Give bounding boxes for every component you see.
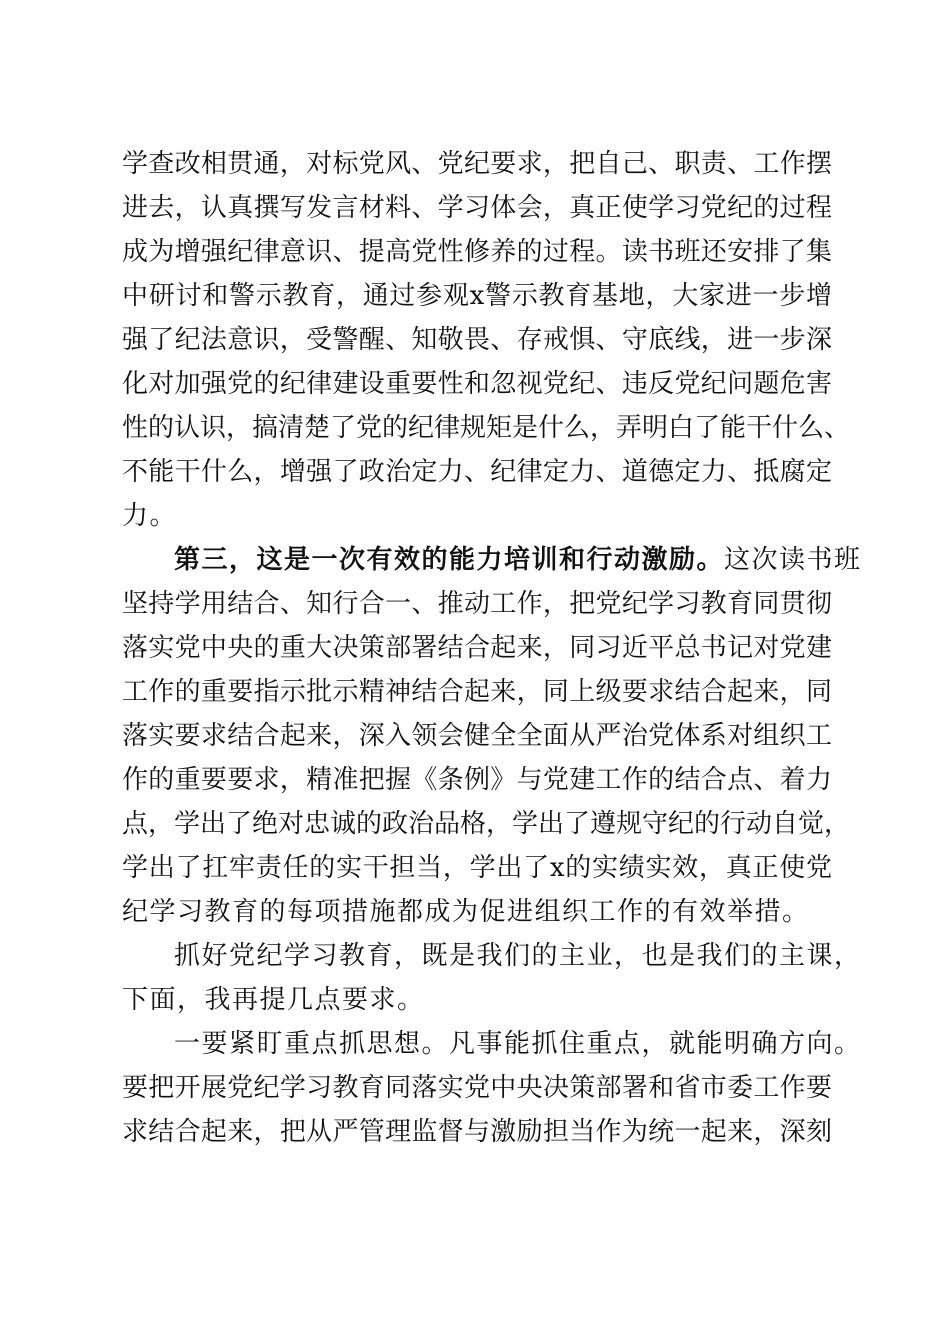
text-line: 一要紧盯重点抓思想。凡事能抓住重点，就能明确方向。 [174, 1029, 862, 1059]
text-line: 学出了扛牢责任的实干担当，学出了x的实绩实效，真正使党 [122, 853, 832, 883]
text-line: 进去，认真撰写发言材料、学习体会，真正使学习党纪的过程 [122, 193, 832, 223]
text-line: 不能干什么，增强了政治定力、纪律定力、道德定力、抵腐定 [122, 457, 832, 487]
text-line: 抓好党纪学习教育，既是我们的主业，也是我们的主课， [174, 941, 862, 971]
text-line: 化对加强党的纪律建设重要性和忽视党纪、违反党纪问题危害 [122, 369, 832, 399]
text-run: 这次读书班 [724, 545, 862, 575]
text-line: 坚持学用结合、知行合一、推动工作，把党纪学习教育同贯彻 [122, 589, 832, 619]
text-line: 落实党中央的重大决策部署结合起来，同习近平总书记对党建 [122, 633, 832, 663]
text-line: 成为增强纪律意识、提高党性修养的过程。读书班还安排了集 [122, 237, 832, 267]
text-line [122, 538, 862, 582]
text-line: 工作的重要指示批示精神结合起来，同上级要求结合起来，同 [122, 677, 832, 707]
text-line: 点，学出了绝对忠诚的政治品格，学出了遵规守纪的行动自觉， [122, 809, 851, 839]
paragraph-4 [122, 1022, 862, 1154]
text-line: 纪学习教育的每项措施都成为促进组织工作的有效举措。 [122, 897, 810, 927]
text-line: 下面，我再提几点要求。 [122, 985, 425, 1015]
text-line: 作的重要要求，精准把握《条例》与党建工作的结合点、着力 [122, 765, 832, 795]
document-body [122, 142, 862, 1154]
text-line: 性的认识，搞清楚了党的纪律规矩是什么，弄明白了能干什么、 [122, 413, 851, 443]
paragraph-2 [122, 538, 862, 934]
text-line: 求结合起来，把从严管理监督与激励担当作为统一起来，深刻 [122, 1117, 832, 1147]
text-line: 学查改相贯通，对标党风、党纪要求，把自己、职责、工作摆 [122, 149, 832, 179]
paragraph-1 [122, 142, 851, 538]
text-line: 中研讨和警示教育，通过参观x警示教育基地，大家进一步增 [122, 281, 832, 311]
text-line: 落实要求结合起来，深入领会健全全面从严治党体系对组织工 [122, 721, 832, 751]
section-heading: 第三，这是一次有效的能力培训和行动激励。 [174, 545, 725, 575]
text-line: 力。 [122, 501, 178, 531]
paragraph-3 [122, 934, 862, 1022]
text-line: 强了纪法意识，受警醒、知敬畏、存戒惧、守底线，进一步深 [122, 325, 832, 355]
text-line: 要把开展党纪学习教育同落实党中央决策部署和省市委工作要 [122, 1073, 832, 1103]
